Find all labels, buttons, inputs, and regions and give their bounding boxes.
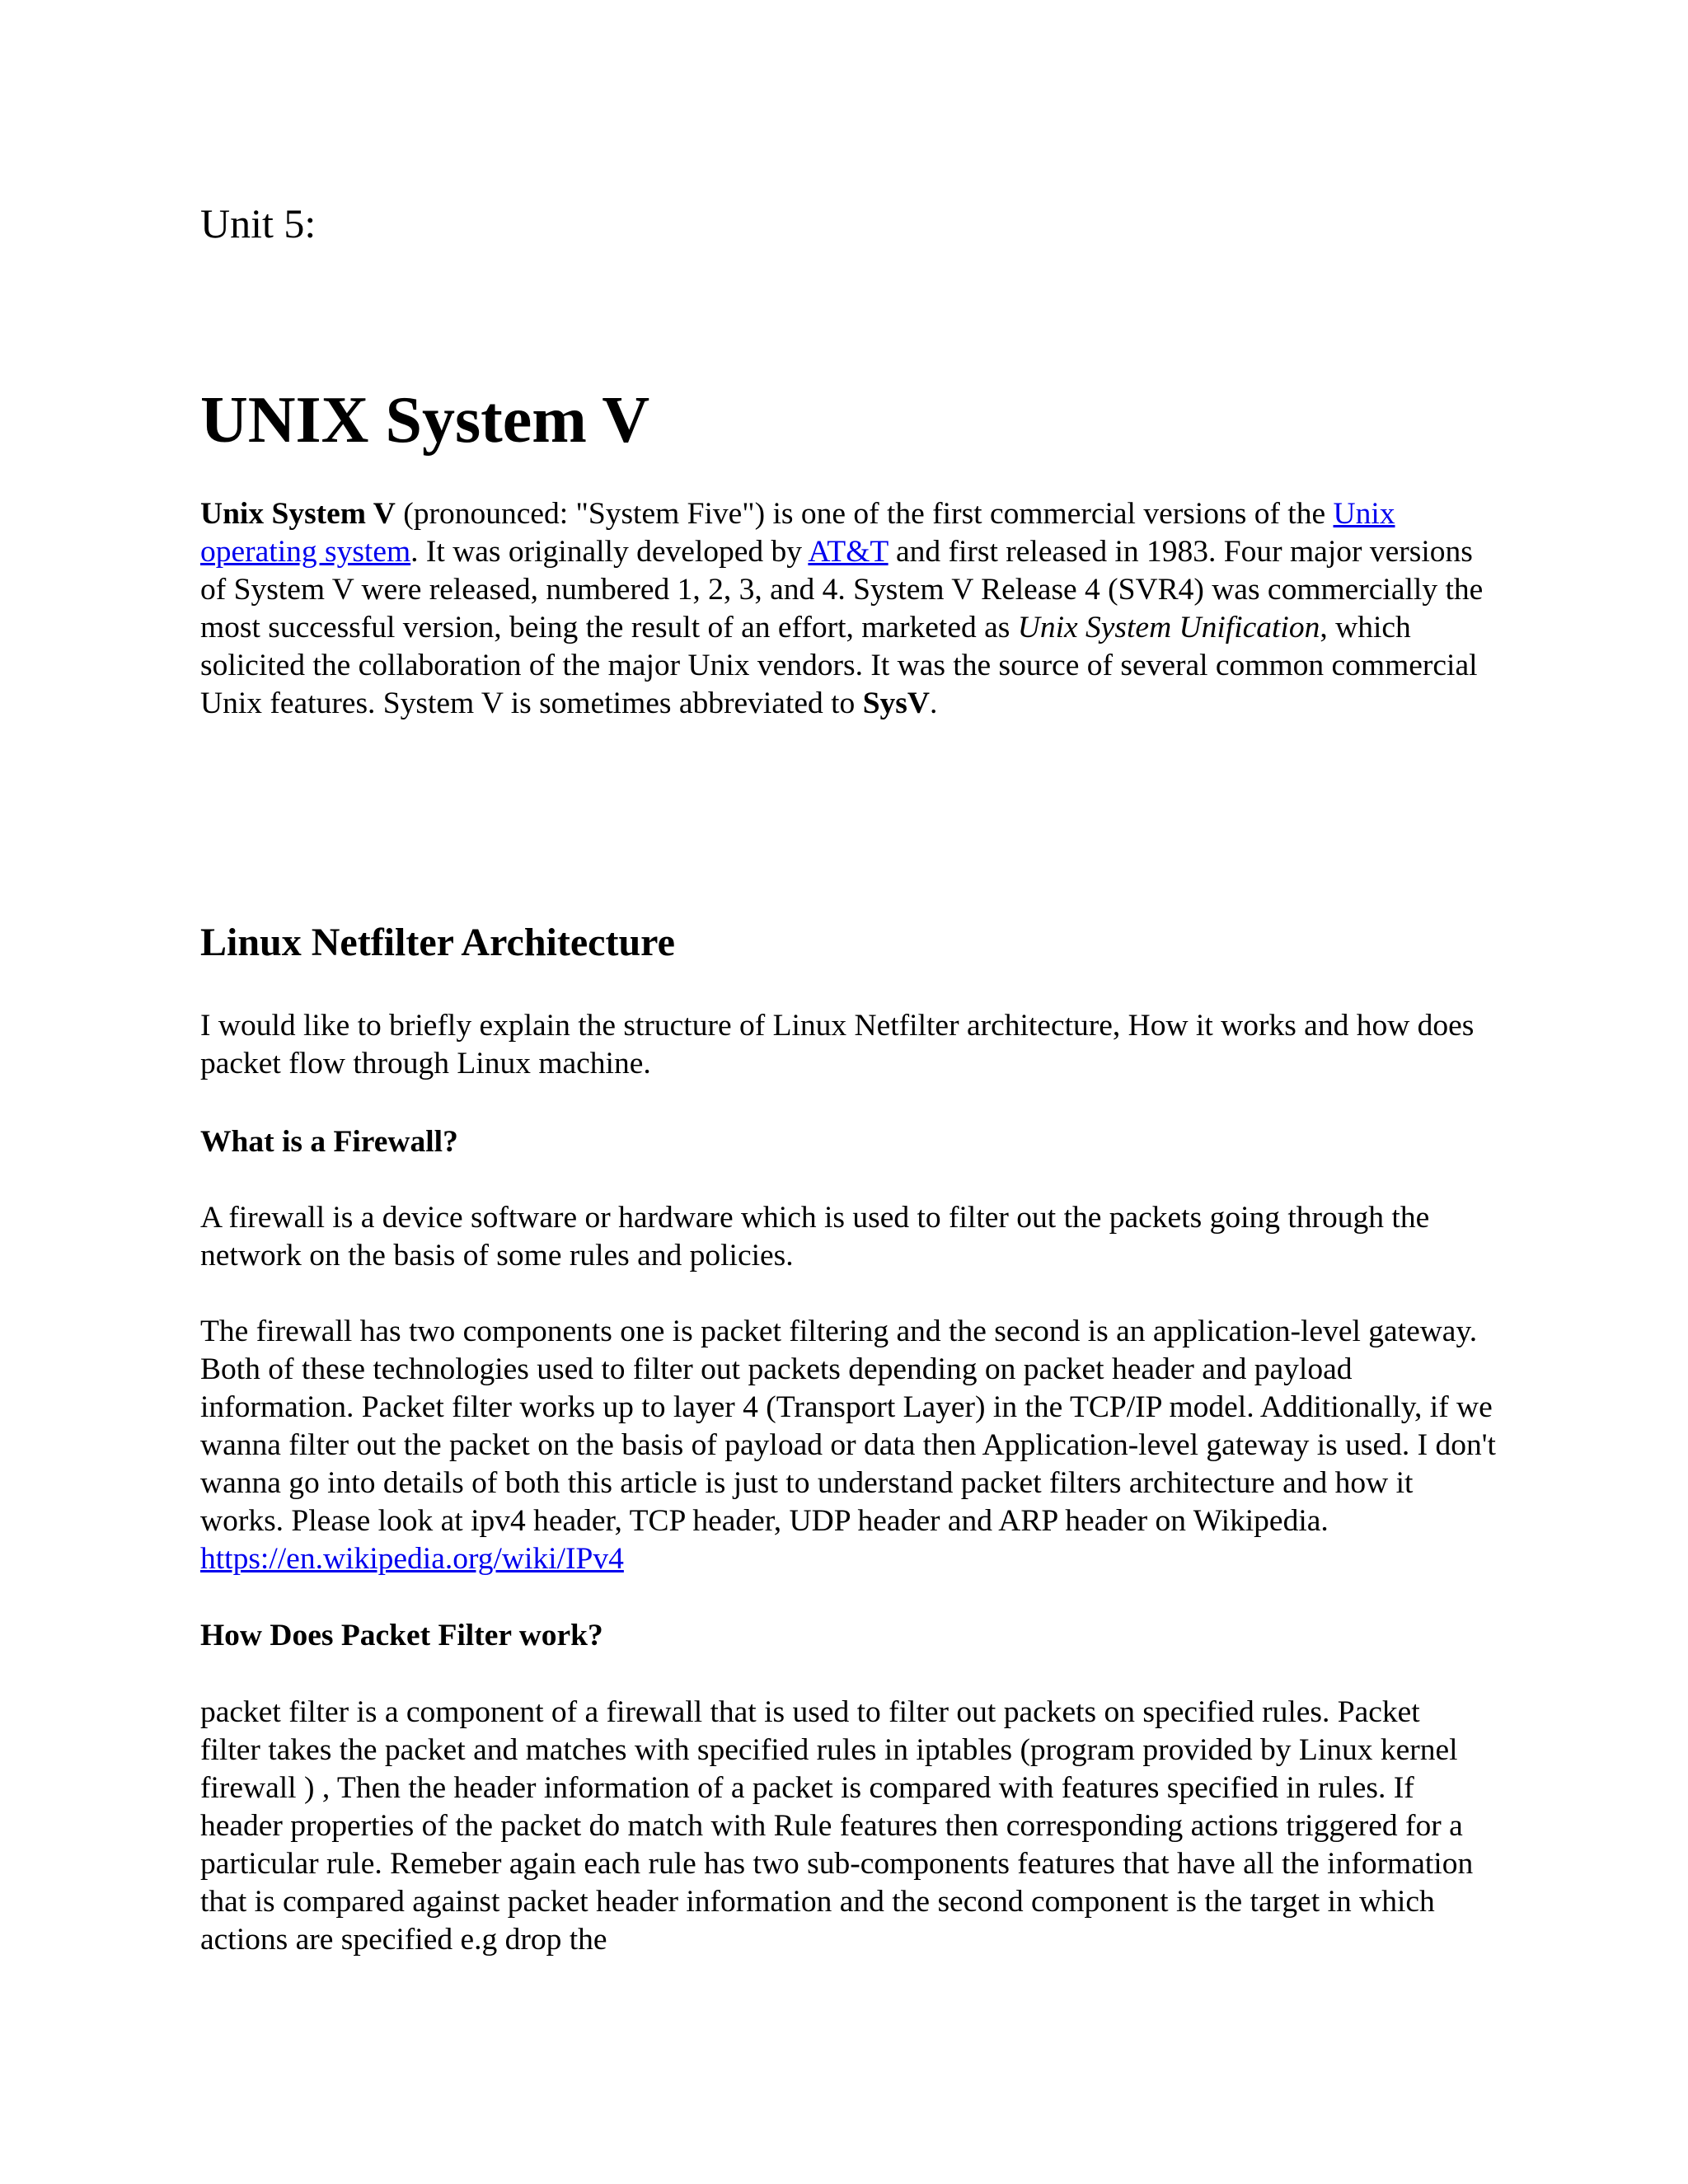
intro-text-2: . It was originally developed by [410,535,809,569]
intro-bold-end: SysV [862,687,930,720]
ipv4-wikipedia-link[interactable]: https://en.wikipedia.org/wiki/IPv4 [200,1542,624,1576]
components-text: The firewall has two components one is packet filtering and the second is an application-level gateway. Both of these technologies used to filter out packets depending on packet header and payload information. Packet filter works up to layer 4 (Transport Layer) in the TCP/IP model. Additionally, if we wanna filter out the packet on the basis of payload or data then Application-level gateway is used. I don't wanna go into details of both this article is just to understand packet filters architecture and how it works. Please look at ipv4 header, TCP header, UDP header and ARP header on Wikipedia. [200,1315,1496,1538]
intro-paragraph [200,495,1503,723]
netfilter-intro: I would like to briefly explain the structure of Linux Netfilter architecture, How it works and how does packet flow through Linux machine. [200,1009,1475,1080]
intro-text-4: , which solicited the collaboration of the major Unix vendors. It was the source of several common commercial Unix features. System V is sometimes abbreviated to [200,611,1478,720]
intro-bold-lead: Unix System V [200,497,396,531]
netfilter-heading: Linux Netfilter Architecture [200,921,675,964]
firewall-heading: What is a Firewall? [200,1125,458,1159]
intro-text-3: and first released in 1983. Four major versions of System V were released, numbered 1, 2, 3, and 4. System V Release 4 (SVR4) was commercially the most successful version, being the result of an effort, marketed as [200,535,1484,644]
intro-italic: Unix System Unification [1017,611,1320,644]
firewall-components [200,1313,1503,1578]
att-link[interactable]: AT&T [808,535,889,569]
unix-os-link[interactable]: Unix operating system [200,497,1395,569]
intro-text-5: . [929,687,938,720]
firewall-definition: A firewall is a device software or hardware which is used to filter out the packets going through the network on the basis of some rules and policies. [200,1201,1430,1272]
packet-filter-heading: How Does Packet Filter work? [200,1619,603,1652]
intro-text-1: (pronounced: "System Five") is one of the first commercial versions of the [395,497,1334,531]
unit-heading: Unit 5: [200,200,316,246]
page-title: UNIX System V [200,384,650,457]
packet-filter-text: packet filter is a component of a firewall that is used to filter out packets on specified rules. Packet filter takes the packet and matches with specified rules in iptables (program provided by Linux kernel firewall ) , Then the header information of a packet is compared with features specified in rules. If header properties of the packet do match with Rule features then corresponding actions triggered for a particular rule. Remeber again each rule has two sub-components features that have all the information that is compared against packet header information and the second component is the target in which actions are specified e.g drop the [200,1695,1474,1957]
